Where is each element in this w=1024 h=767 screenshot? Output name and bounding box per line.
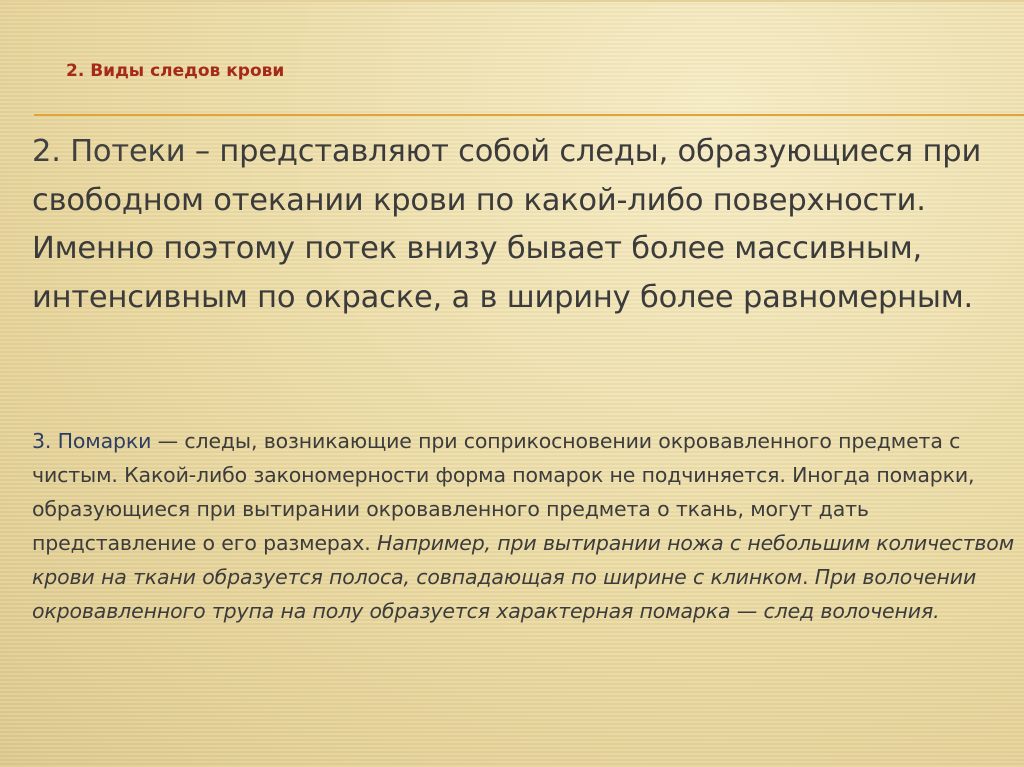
paragraph-smears	[32, 424, 1017, 628]
top-border	[0, 0, 1024, 2]
paragraph-streaks-text: – представляют собой следы, образующиеся при свободном отекании крови по какой-либо поверхности. Именно поэтому потек внизу бывает более массивным, интенсивным по окраске, а в ширину более равномерным.	[32, 134, 982, 315]
term-smears: 3. Помарки	[32, 429, 152, 453]
title-divider	[34, 114, 1024, 116]
slide-title: 2. Виды следов крови	[66, 61, 285, 81]
paragraph-smears-dot1: .	[364, 531, 371, 555]
paragraph-smears-example1: Например, при вытирании ножа с небольшим количеством крови на ткани образуется полоса, совпадающая по ширине с клинком	[32, 531, 1015, 589]
paragraph-smears-dot2: .	[802, 565, 809, 589]
paragraph-streaks	[32, 128, 1017, 322]
paragraph-smears-text: — следы, возникающие при соприкосновении окровавленного предмета с чистым. Какой-либо закономерности форма помарок не подчиняется. Иногда помарки, образующиеся при вытирании окровавленного предмета о ткань, могут дать представление о его размерах	[32, 429, 975, 555]
paragraph-smears-example2: При волочении окровавленного трупа на полу образуется характерная помарка — след волочения.	[32, 565, 977, 623]
term-streaks: 2. Потеки	[32, 134, 186, 169]
